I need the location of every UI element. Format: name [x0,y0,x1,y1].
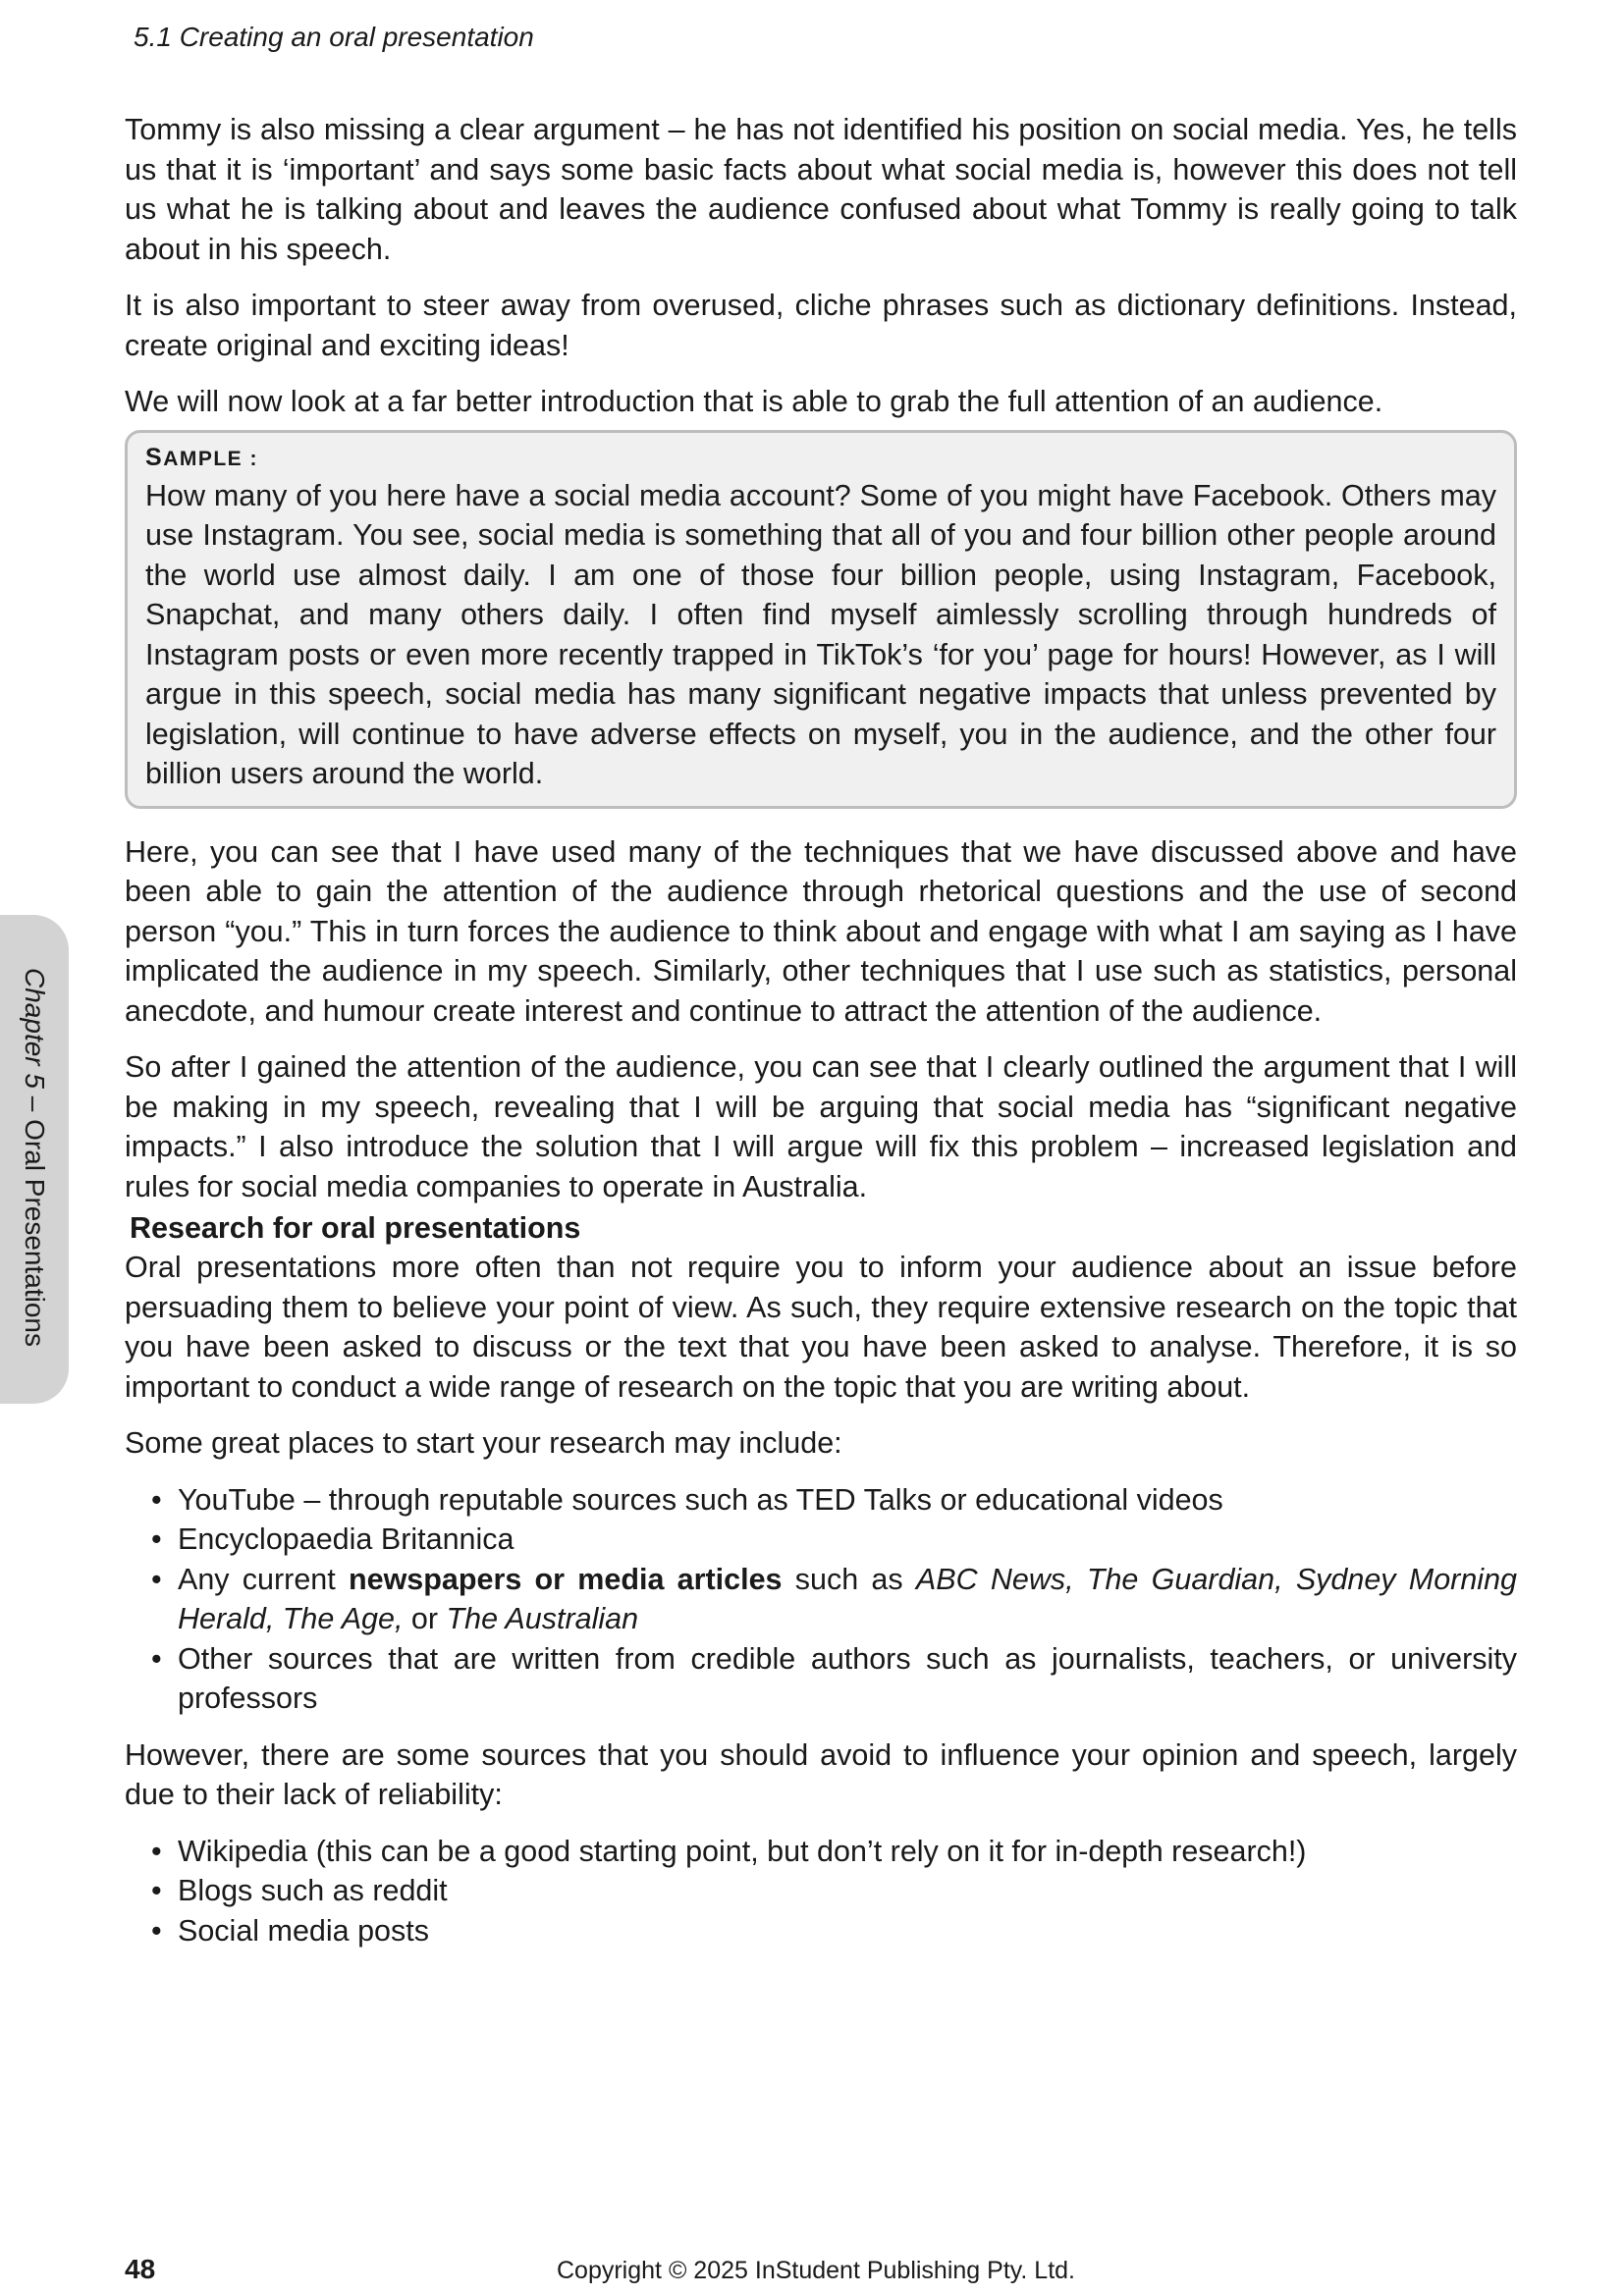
paragraph: We will now look at a far better introduction that is able to grab the full attention of an audience. [125,385,1383,418]
avoid-sources-list [125,1832,1517,1951]
main-content [125,110,1517,1967]
italic-text: ABC News, The Guardian, Sydney Morning Herald, The Age, [178,1562,1517,1635]
paragraph: Here, you can see that I have used many of the techniques that we have discussed above and have been able to gain the attention of the audience through rhetorical questions and the use of second person “you.” This in turn forces the audience to think about and engage with what I am saying as I have implicated the audience in my speech. Similarly, other techniques that I use such as statistics, personal anecdote, and humour create interest and continue to attract the attention of the audience. [125,834,1517,1028]
chapter-number: Chapter 5 [20,968,50,1089]
running-head: 5.1 Creating an oral presentation [134,22,534,52]
list-item: • Other sources that are written from credible authors such as journalists, teachers, or university professors [178,1639,1517,1719]
list-item: • Wikipedia (this can be a good starting point, but don’t rely on it for in-depth research!) [178,1832,1517,1872]
chapter-title: Oral Presentations [20,1119,50,1347]
copyright-notice: Copyright © 2025 InStudent Publishing Pty. Ltd. [557,2257,1076,2284]
good-sources-list [125,1480,1517,1719]
paragraph: So after I gained the attention of the audience, you can see that I clearly outlined the argument that I will be making in my speech, revealing that I will be arguing that social media has “significant negative impacts.” I also introduce the solution that I will argue will fix this problem – increased legislation and rules for social media companies to operate in Australia. [125,1050,1517,1203]
page-number: 48 [125,2254,156,2284]
list-item: • Social media posts [178,1911,1517,1951]
list-item: • Any current newspapers or media articles such as ABC News, The Guardian, Sydney Morning Herald, The Age, or The Australian [178,1560,1517,1639]
paragraph: Tommy is also missing a clear argument – he has not identified his position on social media. Yes, he tells us that it is ‘important’ and says some basic facts about what social media is, however this does not tell us what he is talking about and leaves the audience confused about what Tommy is really going to talk about in his speech. [125,113,1517,266]
list-item: • Encyclopaedia Britannica [178,1520,1517,1560]
bold-text: newspapers or media articles [348,1562,783,1596]
chapter-side-tab-label [19,968,50,1347]
list-item: • YouTube – through reputable sources such as TED Talks or educational videos [178,1480,1517,1521]
paragraph: Oral presentations more often than not require you to inform your audience about an issue before persuading them to believe your point of view. As such, they require extensive research on the topic that you have been asked to discuss or the text that you have been asked to analyse. Therefore, it is so important to conduct a wide range of research on the topic that you are writing about. [125,1251,1517,1404]
sample-label: SAMPLE : [145,443,259,471]
sample-box [125,430,1517,809]
paragraph: It is also important to steer away from overused, cliche phrases such as dictionary definitions. Instead, create original and exciting ideas! [125,289,1517,362]
paragraph: However, there are some sources that you should avoid to influence your opinion and speech, largely due to their lack of reliability: [125,1737,1517,1811]
chapter-dash: – [20,1088,50,1120]
italic-text: The Australian [446,1602,639,1635]
section-heading: Research for oral presentations [130,1211,581,1245]
list-item: • Blogs such as reddit [178,1871,1517,1911]
paragraph: Some great places to start your research may include: [125,1426,842,1460]
sample-text: How many of you here have a social media account? Some of you might have Facebook. Others may use Instagram. You see, social media is something that all of you and four billion other people around the world use almost daily. I am one of those four billion people, using Instagram, Facebook, Snapchat, and many others daily. I often find myself aimlessly scrolling through hundreds of Instagram posts or even more recently trapped in TikTok’s ‘for you’ page for hours! However, as I will argue in this speech, social media has many significant negative impacts that unless prevented by legislation, will continue to have adverse effects on myself, you in the audience, and the other four billion users around the world. [145,478,1496,790]
